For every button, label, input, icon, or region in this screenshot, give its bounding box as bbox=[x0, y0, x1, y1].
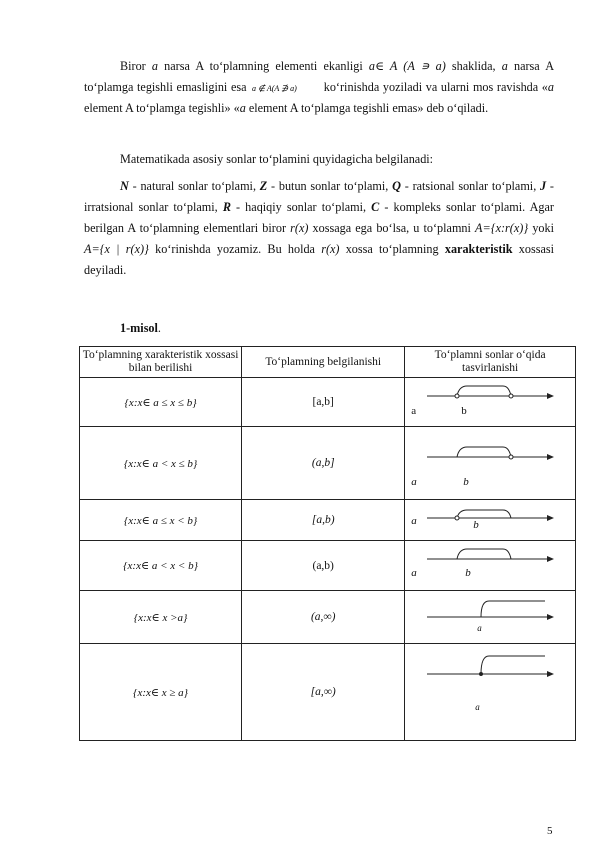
set-description: {x:x∈ a < x < b} bbox=[80, 541, 242, 591]
number-line-closed-closed bbox=[405, 378, 571, 426]
table-row bbox=[80, 591, 576, 644]
page-number: 5 bbox=[547, 825, 553, 837]
text: narsa A to‘plamga tegishli emasligini esa bbox=[84, 59, 554, 94]
label-a: a bbox=[411, 567, 417, 579]
symbol-Z: Z bbox=[259, 179, 268, 193]
header-notation: To‘plamning belgilanishi bbox=[242, 347, 405, 378]
example-title-dot: . bbox=[157, 321, 161, 335]
text: shaklida, bbox=[445, 59, 502, 73]
set-notation: [a,b] bbox=[242, 378, 405, 427]
text: xossa to‘plamning bbox=[339, 242, 445, 256]
symbol-C: C bbox=[371, 200, 380, 214]
non-membership-formula-image bbox=[250, 82, 320, 94]
set-notation: (a,∞) bbox=[242, 591, 405, 644]
text: narsa A to‘plamning elementi ekanligi bbox=[157, 59, 369, 73]
number-line-drawing bbox=[405, 541, 571, 590]
number-line-drawing bbox=[405, 644, 571, 740]
number-line-cell bbox=[405, 500, 576, 541]
number-line-cell bbox=[405, 427, 576, 500]
property-r: r(x) bbox=[321, 242, 340, 256]
text: - ratsional sonlar to‘plami, bbox=[400, 179, 541, 193]
label-b: b bbox=[461, 405, 467, 417]
text: - kompleks sonlar to‘plami. Agar berilgan A to‘plamning elementlari biror bbox=[84, 200, 554, 235]
membership-formula: a∈ A (A ∍ a) bbox=[368, 59, 446, 73]
property-r: r(x) bbox=[290, 221, 309, 235]
term-characteristic: xarakteristik bbox=[444, 242, 513, 256]
paragraph-number-sets bbox=[84, 176, 554, 281]
label-a: a bbox=[411, 515, 417, 527]
number-line-cell bbox=[405, 591, 576, 644]
set-description: {x:x∈ x >a} bbox=[80, 591, 242, 644]
set-description: {x:x∈ a < x ≤ b} bbox=[80, 427, 242, 500]
number-line-closed-ray bbox=[405, 644, 571, 740]
label-b: b bbox=[463, 476, 469, 488]
number-line-open-closed bbox=[405, 427, 571, 499]
symbol-a: a bbox=[547, 80, 554, 94]
example-title: 1-misol bbox=[120, 321, 158, 335]
paragraph-intro: Matematikada asosiy sonlar to‘plamini quyidagicha belgilanadi: bbox=[120, 152, 434, 166]
table-header-row bbox=[80, 347, 576, 378]
set-builder-colon: A={x:r(x)} bbox=[475, 221, 529, 235]
text: - butun sonlar to‘plami, bbox=[267, 179, 393, 193]
set-notation: (a,b) bbox=[242, 541, 405, 591]
number-line-open-ray bbox=[405, 591, 571, 643]
text: element A to‘plamga tegishli emas» deb o‘qiladi. bbox=[245, 101, 489, 115]
text: element A to‘plamga tegishli» « bbox=[84, 101, 240, 115]
label-b: b bbox=[473, 519, 479, 531]
table-row bbox=[80, 378, 576, 427]
number-line-drawing bbox=[405, 591, 571, 643]
set-notation: [a,∞) bbox=[242, 644, 405, 741]
label-a: a bbox=[411, 405, 417, 417]
number-line-cell bbox=[405, 541, 576, 591]
label-a: a bbox=[475, 702, 480, 712]
text: ko‘rinishda yoziladi va ularni mos ravishda « bbox=[320, 80, 548, 94]
set-builder-bar: A={x | r(x)} bbox=[84, 242, 149, 256]
symbol-J: J bbox=[540, 179, 547, 193]
text: yoki bbox=[528, 221, 555, 235]
label-a: a bbox=[411, 476, 417, 488]
text: Biror bbox=[120, 59, 152, 73]
text: xossaga ega bo‘lsa, u to‘plamni bbox=[308, 221, 476, 235]
svg-text:a ∉ A(A ∌ a): a ∉ A(A ∌ a) bbox=[252, 84, 297, 94]
number-line-drawing bbox=[405, 378, 571, 426]
table-row bbox=[80, 644, 576, 741]
table-row bbox=[80, 427, 576, 500]
number-line-drawing bbox=[405, 500, 571, 540]
set-description: {x:x∈ a ≤ x ≤ b} bbox=[80, 378, 242, 427]
symbol-Q: Q bbox=[392, 179, 401, 193]
intervals-table bbox=[79, 346, 576, 741]
text: - natural sonlar to‘plami, bbox=[128, 179, 260, 193]
text: -irratsional sonlar to‘plami, bbox=[84, 179, 554, 214]
symbol-N: N bbox=[120, 179, 129, 193]
number-line-cell bbox=[405, 644, 576, 741]
symbol-a: a bbox=[501, 59, 508, 73]
number-line-cell bbox=[405, 378, 576, 427]
symbol-a: a bbox=[151, 59, 158, 73]
table-row bbox=[80, 541, 576, 591]
text: ko‘rinishda yozamiz. Bu holda bbox=[148, 242, 322, 256]
set-description: {x:x∈ a ≤ x < b} bbox=[80, 500, 242, 541]
example-heading bbox=[120, 321, 161, 336]
text: xossasi deyiladi. bbox=[84, 242, 554, 277]
set-description: {x:x∈ x ≥ a} bbox=[80, 644, 242, 741]
symbol-a: a bbox=[239, 101, 246, 115]
set-notation: [a,b) bbox=[242, 500, 405, 541]
number-line-drawing bbox=[405, 427, 571, 499]
label-b: b bbox=[465, 567, 471, 579]
number-line-open-open bbox=[405, 541, 571, 590]
table-row bbox=[80, 500, 576, 541]
paragraph-membership bbox=[84, 56, 554, 119]
header-number-line: To‘plamni sonlar o‘qida tasvirlanishi bbox=[405, 347, 576, 378]
number-line-closed-open bbox=[405, 500, 571, 540]
header-characteristic: To‘plamning xarakteristik xossasi bilan berilishi bbox=[80, 347, 242, 378]
text: - haqiqiy sonlar to‘plami, bbox=[230, 200, 372, 214]
set-notation: (a,b] bbox=[242, 427, 405, 500]
label-a: a bbox=[477, 623, 482, 633]
symbol-R: R bbox=[222, 200, 231, 214]
